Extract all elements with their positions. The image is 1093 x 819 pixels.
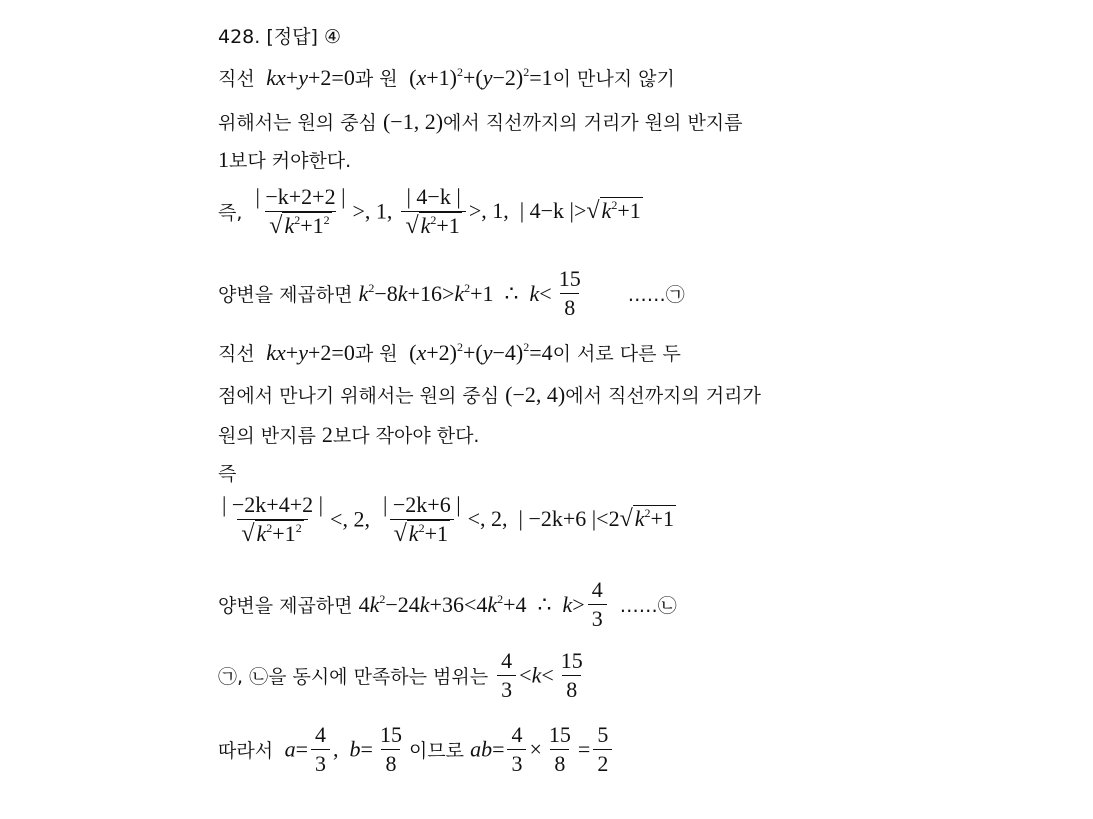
bound-fraction-1: $\frac{15}{8}$ bbox=[558, 266, 581, 320]
distance-fraction-1: $\frac{| -k+2+2 |}{√k^2+1^2}$ bbox=[255, 184, 346, 239]
answer-value: ④ bbox=[323, 26, 341, 48]
range-line: ㉠, ㉡을 동시에 만족하는 범위는 $\frac{4}{3}$ <k< $\frac{15}{8}$ bbox=[218, 648, 590, 703]
product-fraction-2: $\frac{15}{8}$ bbox=[548, 722, 571, 776]
text-line-1: 직선 kx+y+2=0과 원 $(x+1)^2+(y-2)^2=1$이 만나지 않기 bbox=[218, 65, 675, 90]
center-point-1: (−1, 2) bbox=[382, 109, 444, 134]
line-equation-2: kx+y+2=0 bbox=[266, 340, 355, 365]
problem-header bbox=[218, 22, 341, 49]
text-line-2: 위해서는 원의 중심 (−1, 2)에서 직선까지의 거리가 원의 반지름 bbox=[218, 109, 743, 134]
answer-label: [정답] bbox=[266, 26, 318, 48]
result-fraction: $\frac{5}{2}$ bbox=[593, 722, 612, 777]
product-fraction-1: $\frac{4}{3}$ bbox=[507, 722, 526, 777]
inequality-line-2: $\frac{| -2k+4+2 |}{√k^2+1^2}$ <, 2, $\frac{| -2k+6 |}{√k^2+1}$ <, 2, | −2k+6 $|<2√k^2+1$ bbox=[218, 492, 676, 547]
condition-mark-1: ……㉠ bbox=[627, 284, 685, 306]
circle-equation-2: $(x+2)^2+(y-4)^2=4$ bbox=[403, 340, 553, 365]
inequality-line-1: 즉, $\frac{| -k+2+2 |}{√k^2+1^2}$ >, 1, $\frac{| 4-k |}{√k^2+1}$ >, 1, | 4−k $|>√k^2+1$ bbox=[218, 184, 641, 239]
a-value-fraction: $\frac{4}{3}$ bbox=[311, 722, 330, 777]
condition-mark-2: ……㉡ bbox=[619, 595, 677, 617]
text-line-3: 1보다 커야한다. bbox=[218, 147, 352, 172]
distance-fraction-4: $\frac{| -2k+6 |}{√k^2+1}$ bbox=[383, 492, 461, 547]
distance-fraction-2: $\frac{| 4-k |}{√k^2+1}$ bbox=[401, 184, 465, 239]
text-line-9: 즉 bbox=[218, 463, 237, 485]
b-value-fraction: $\frac{15}{8}$ bbox=[379, 722, 402, 776]
distance-fraction-3: $\frac{| -2k+4+2 |}{√k^2+1^2}$ bbox=[222, 492, 324, 547]
circle-equation-1: $(x+1)^2+(y-2)^2=1$ bbox=[403, 65, 553, 90]
text-line-8: 원의 반지름 2보다 작아야 한다. bbox=[218, 422, 480, 447]
conclusion-line: 따라서 a= $\frac{4}{3}$ , b= $\frac{15}{8}$ 이므로 ab= $\frac{4}{3}$ × $\frac{15}{8}$ = $\frac{5}{2}$ bbox=[218, 722, 615, 777]
text-line-6: 직선 kx+y+2=0과 원 $(x+2)^2+(y-4)^2=4$이 서로 다른 두 bbox=[218, 340, 681, 365]
range-upper-fraction: $\frac{15}{8}$ bbox=[560, 648, 583, 702]
problem-number: 428. bbox=[218, 26, 261, 48]
squared-line-2: 양변을 제곱하면 $4k^2-24k+36<4k^2+4$ ∴ k> $\frac{4}{3}$ ……㉡ bbox=[218, 577, 677, 631]
line-equation-1: kx+y+2=0 bbox=[266, 65, 355, 90]
bound-fraction-2: $\frac{4}{3}$ bbox=[588, 577, 607, 632]
text-line-7: 점에서 만나기 위해서는 원의 중심 (−2, 4)에서 직선까지의 거리가 bbox=[218, 382, 761, 407]
center-point-2: (−2, 4) bbox=[505, 382, 566, 407]
range-lower-fraction: $\frac{4}{3}$ bbox=[497, 648, 516, 703]
squared-line-1: 양변을 제곱하면 $k^2-8k+16>k^2+1$ ∴ k< $\frac{15}{8}$ ……㉠ bbox=[218, 266, 685, 320]
